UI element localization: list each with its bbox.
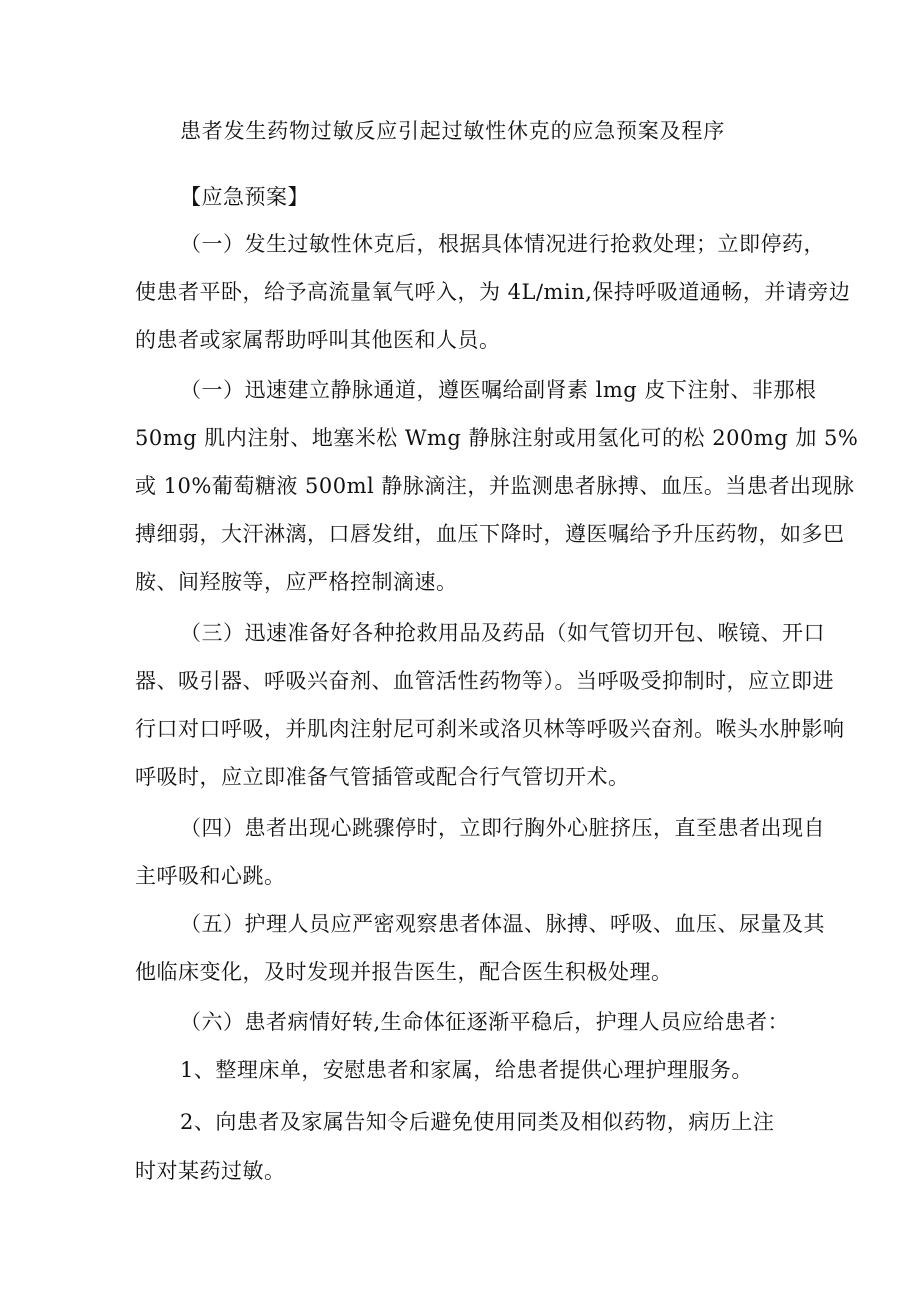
document-title: 患者发生药物过敏反应引起过敏性休克的应急预案及程序 [180, 119, 725, 143]
paragraph-6-line-1: （六）患者病情好转,生命体征逐渐平稳后，护理人员应给患者： [180, 1010, 790, 1034]
paragraph-2-line-5: 胺、间羟胺等，应严格控制滴速。 [135, 570, 458, 594]
paragraph-2-line-1: （一）迅速建立静脉通道，遵医嘱给副肾素 lmg 皮下注射、非那根 [180, 378, 817, 402]
paragraph-5-line-2: 他临床变化，及时发现并报告医生，配合医生积极处理。 [135, 960, 673, 984]
paragraph-2-line-3: 或 10%葡萄糖液 500ml 静脉滴注，并监测患者脉搏、血压。当患者出现脉 [135, 474, 855, 498]
list-item-1: 1、整理床单，安慰患者和家属，给患者提供心理护理服务。 [180, 1058, 753, 1082]
paragraph-2-line-2: 50mg 肌内注射、地塞米松 Wmg 静脉注射或用氢化可的松 200mg 加 5% [135, 426, 859, 450]
paragraph-3-line-3: 行口对口呼吸，并肌肉注射尼可刹米或洛贝林等呼吸兴奋剂。喉头水肿影响 [135, 717, 845, 741]
paragraph-1-line-2: 使患者平卧，给予高流量氧气呼入，为 4L∕min,保持呼吸道通畅，并请旁边 [135, 280, 851, 304]
paragraph-4-line-2: 主呼吸和心跳。 [135, 864, 286, 888]
paragraph-1-line-3: 的患者或家属帮助呼叫其他医和人员。 [135, 328, 501, 352]
list-item-2-line-2: 时对某药过敏。 [135, 1159, 286, 1183]
section-heading: 【应急预案】 [180, 185, 309, 209]
paragraph-5-line-1: （五）护理人员应严密观察患者体温、脉搏、呼吸、血压、尿量及其 [180, 912, 825, 936]
list-item-2-line-1: 2、向患者及家属告知令后避免使用同类及相似药物，病历上注 [180, 1110, 775, 1134]
paragraph-3-line-4: 呼吸时，应立即准备气管插管或配合行气管切开术。 [135, 765, 630, 789]
paragraph-2-line-4: 搏细弱，大汗淋漓，口唇发绀，血压下降时，遵医嘱给予升压药物，如多巴 [135, 522, 845, 546]
paragraph-4-line-1: （四）患者出现心跳骤停时，立即行胸外心脏挤压，直至患者出现自 [180, 816, 825, 840]
paragraph-3-line-1: （三）迅速准备好各种抢救用品及药品（如气管切开包、喉镜、开口 [180, 621, 825, 645]
paragraph-1-line-1: （一）发生过敏性休克后，根据具体情况进行抢救处理；立即停药， [180, 232, 825, 256]
paragraph-3-line-2: 器、吸引器、呼吸兴奋剂、血管活性药物等）。当呼吸受抑制时，应立即进 [135, 669, 834, 693]
